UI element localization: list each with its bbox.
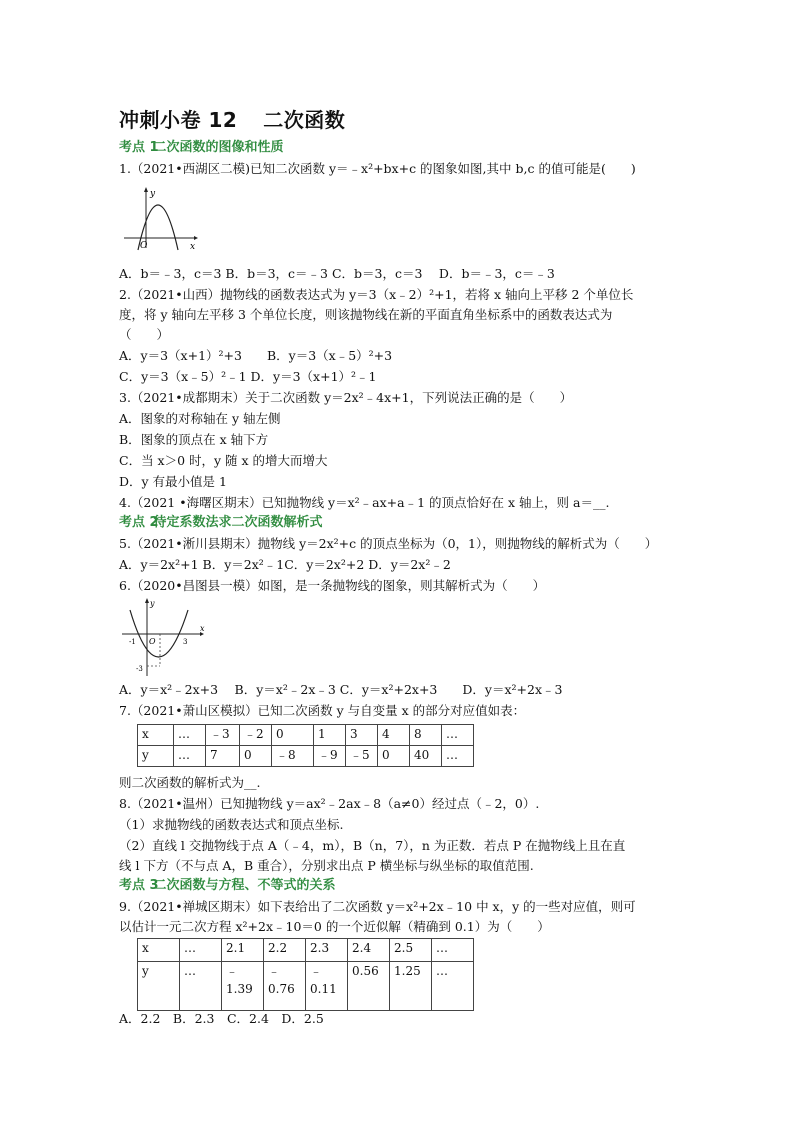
question-2-line-1: 2.（2021•山西）抛物线的函数表达式为 y＝3（x﹣2）²+1，若将 x 轴向上平移 2 个单位长 — [119, 287, 634, 302]
question-9-table-cell: … — [180, 962, 222, 1011]
question-8: 8.（2021•温州）已知抛物线 y＝ax²﹣2ax﹣8（a≠0）经过点（﹣2，0）. — [119, 796, 540, 811]
question-4: 4.（2021 •海曙区期末）已知抛物线 y＝x²﹣ax+a﹣1 的顶点恰好在 x 轴上，则 a＝__. — [119, 495, 610, 510]
question-9-table-cell: 2.3 — [306, 939, 348, 962]
question-2-options-ab: A．y＝3（x+1）²+3 B．y＝3（x﹣5）²+3 — [119, 348, 393, 363]
question-9-table-cell: … — [432, 939, 474, 962]
page-title — [119, 104, 345, 133]
question-8-part-2-line-1: （2）直线 l 交抛物线于点 A（﹣4，m），B（n，7），n 为正数．若点 P 在抛物线上且在直 — [119, 838, 626, 853]
question-7-table-cell: 40 — [410, 746, 442, 767]
question-7-answer: 则二次函数的解析式为__. — [119, 775, 261, 790]
question-5-options: A．y＝2x²+1 B．y＝2x²﹣1C．y＝2x²+2 D．y＝2x²﹣2 — [119, 557, 451, 572]
graph-2-neg-three-label: -3 — [136, 665, 143, 673]
question-8-part-1: （1）求抛物线的函数表达式和顶点坐标. — [119, 817, 344, 832]
question-5: 5.（2021•淅川县期末）抛物线 y＝2x²+c 的顶点坐标为（0，1），则抛物线的解析式为（ ） — [119, 536, 658, 551]
graph-2-neg-one-label: -1 — [129, 638, 136, 646]
graph-1 — [120, 186, 200, 252]
graph-1-x-label: x — [190, 242, 196, 252]
question-7-table-cell: ﹣5 — [346, 746, 378, 767]
question-7-table-cell: 0 — [272, 725, 314, 746]
graph-2-x-label: x — [200, 624, 205, 633]
question-7-table-cell: 4 — [378, 725, 410, 746]
question-9-table-cell: … — [432, 962, 474, 1011]
question-9-table-cell: 1.25 — [390, 962, 432, 1011]
question-2-line-3: （ ） — [119, 327, 170, 342]
graph-2 — [120, 596, 208, 678]
question-9-table-cell: ﹣ 1.39 — [222, 962, 264, 1011]
question-7-table-cell: x — [138, 725, 174, 746]
question-3: 3.（2021•成都期末）关于二次函数 y＝2x²﹣4x+1，下列说法正确的是（ ） — [119, 390, 573, 405]
question-7-table-cell: ﹣2 — [240, 725, 272, 746]
question-1-options: A．b＝﹣3，c＝3 B．b＝3，c＝﹣3 C．b＝3，c＝3 D．b＝﹣3，c＝﹣3 — [119, 266, 555, 281]
question-9-line-2: 以估计一元二次方程 x²+2x﹣10＝0 的一个近似解（精确到 0.1）为（ ） — [119, 919, 550, 934]
question-7: 7.（2021•萧山区模拟）已知二次函数 y 与自变量 x 的部分对应值如表： — [119, 703, 526, 718]
question-1: 1.（2021•西湖区二模)已知二次函数 y＝﹣x²+bx+c 的图象如图,其中 b,c 的值可能是( ) — [119, 161, 636, 176]
question-7-table-cell: … — [174, 725, 206, 746]
question-3-option-d: D．y 有最小值是 1 — [119, 474, 227, 489]
question-9-options: A．2.2 B．2.3 C．2.4 D．2.5 — [119, 1011, 324, 1026]
question-7-table-cell: 0 — [378, 746, 410, 767]
section-3-heading: 考点 3 二次函数与方程、不等式的关系 — [119, 878, 336, 893]
question-7-table-cell: … — [442, 746, 474, 767]
question-7-table-cell: … — [442, 725, 474, 746]
question-7-table-cell: 3 — [346, 725, 378, 746]
question-7-table — [137, 724, 474, 767]
question-9-table-cell: 2.1 — [222, 939, 264, 962]
question-9-table-cell: … — [180, 939, 222, 962]
question-7-table-row — [138, 746, 474, 767]
question-7-table-cell: ﹣8 — [272, 746, 314, 767]
question-3-option-a: A．图象的对称轴在 y 轴左侧 — [119, 411, 281, 426]
graph-2-origin-label: O — [149, 637, 156, 646]
question-9-table-cell: 2.2 — [264, 939, 306, 962]
question-3-option-c: C．当 x＞0 时，y 随 x 的增大而增大 — [119, 453, 328, 468]
question-6-options: A．y＝x²﹣2x+3 B．y＝x²﹣2x﹣3 C．y＝x²+2x+3 D．y＝x²+2x﹣3 — [119, 682, 563, 697]
question-9-table — [137, 938, 474, 1011]
question-9-table-cell: ﹣ 0.76 — [264, 962, 306, 1011]
question-6: 6.（2020•昌图县一模）如图，是一条抛物线的图象，则其解析式为（ ） — [119, 578, 546, 593]
question-7-table-cell: y — [138, 746, 174, 767]
question-2-options-cd: C．y＝3（x﹣5）²﹣1 D．y＝3（x+1）²﹣1 — [119, 369, 377, 384]
question-7-table-cell: 0 — [240, 746, 272, 767]
graph-2-y-label: y — [150, 599, 155, 608]
question-9-table-cell: 0.56 — [348, 962, 390, 1011]
title-sub: 二次函数 — [263, 108, 346, 132]
section-1-heading: 考点 1 二次函数的图像和性质 — [119, 140, 284, 155]
section-2-heading: 考点 2 待定系数法求二次函数解析式 — [119, 515, 323, 530]
question-9-table-row — [138, 962, 474, 1011]
question-7-table-cell: ﹣3 — [206, 725, 240, 746]
question-9-line-1: 9.（2021•禅城区期末）如下表给出了二次函数 y＝x²+2x﹣10 中 x，y 的一些对应值，则可 — [119, 899, 636, 914]
graph-2-three-label: 3 — [183, 638, 188, 646]
graph-1-origin-label: O — [140, 241, 148, 251]
question-7-table-cell: 8 — [410, 725, 442, 746]
question-9-table-cell: y — [138, 962, 180, 1011]
question-9-table-cell: ﹣ 0.11 — [306, 962, 348, 1011]
question-9-table-cell: x — [138, 939, 180, 962]
title-main: 冲刺小卷 12 — [119, 108, 238, 132]
question-7-table-row — [138, 725, 474, 746]
question-2-line-2: 度，将 y 轴向左平移 3 个单位长度，则该抛物线在新的平面直角坐标系中的函数表达式为 — [119, 307, 613, 322]
question-8-part-2-line-2: 线 l 下方（不与点 A，B 重合），分别求出点 P 横坐标与纵坐标的取值范围. — [119, 858, 534, 873]
question-9-table-cell: 2.5 — [390, 939, 432, 962]
question-9-table-cell: 2.4 — [348, 939, 390, 962]
question-3-option-b: B．图象的顶点在 x 轴下方 — [119, 432, 269, 447]
question-7-table-cell: ﹣9 — [314, 746, 346, 767]
graph-1-y-label: y — [150, 189, 156, 199]
question-9-table-row — [138, 939, 474, 962]
question-7-table-cell: 1 — [314, 725, 346, 746]
question-7-table-cell: 7 — [206, 746, 240, 767]
question-7-table-cell: … — [174, 746, 206, 767]
